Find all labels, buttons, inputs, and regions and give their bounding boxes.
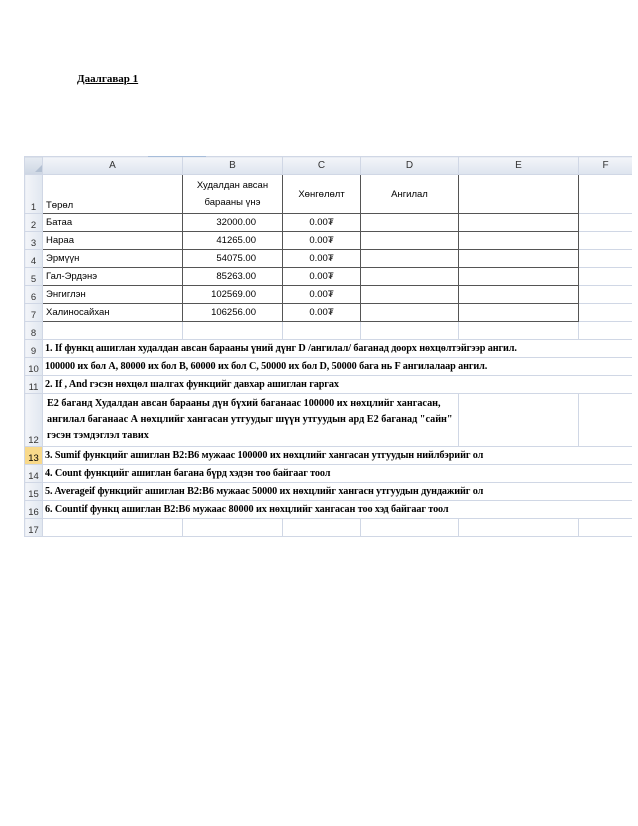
cell[interactable]: [579, 268, 633, 286]
cell-price[interactable]: 41265.00: [183, 232, 283, 250]
cell[interactable]: [283, 322, 361, 340]
cell-e[interactable]: [459, 286, 579, 304]
cell-discount[interactable]: 0.00₮: [283, 232, 361, 250]
row-header[interactable]: 5: [25, 268, 43, 286]
cell-category[interactable]: [361, 286, 459, 304]
cell[interactable]: [361, 322, 459, 340]
cell[interactable]: [579, 214, 633, 232]
select-all-corner[interactable]: [25, 157, 43, 175]
cell-price[interactable]: 106256.00: [183, 304, 283, 322]
cell[interactable]: [459, 394, 579, 447]
cell[interactable]: [361, 519, 459, 537]
cell-price[interactable]: 85263.00: [183, 268, 283, 286]
task-cell[interactable]: 100000 их бол A, 80000 их бол B, 60000 их бол C, 50000 их бол D, 50000 бага нь F ангилалаар ангил.: [43, 358, 633, 376]
cell[interactable]: [579, 232, 633, 250]
selected-column-indicator: [148, 156, 206, 157]
cell[interactable]: [579, 175, 633, 214]
cell-discount[interactable]: 0.00₮: [283, 286, 361, 304]
task-cell-wrapped[interactable]: E2 баганд Худалдан авсан барааны дүн бүхий баганаас 100000 их нөхцлийг хангасан, ангилал баганаас А нөхцлийг хангасан утгуудыг шүүн утгуудын ард E2 баганад "сайн" гэсэн тэмдэглэл тавих: [43, 394, 459, 447]
cell-category[interactable]: [361, 250, 459, 268]
cell[interactable]: [43, 322, 183, 340]
cell[interactable]: [579, 304, 633, 322]
cell[interactable]: [579, 394, 633, 447]
row-header[interactable]: 16: [25, 501, 43, 519]
task-cell[interactable]: 1. If функц ашиглан худалдан авсан барааны үний дүнг D /ангилал/ баганад доорх нөхцөлтэйгээр ангил.: [43, 340, 633, 358]
row-header[interactable]: 12: [25, 394, 43, 447]
row-header[interactable]: 3: [25, 232, 43, 250]
cell-name[interactable]: Эрмүүн: [43, 250, 183, 268]
cell-discount[interactable]: 0.00₮: [283, 268, 361, 286]
row-header[interactable]: 6: [25, 286, 43, 304]
task-cell[interactable]: 2. If , And гэсэн нөхцөл шалгах функцийг давхар ашиглан гаргах: [43, 376, 633, 394]
cell-category[interactable]: [361, 268, 459, 286]
cell-e[interactable]: [459, 214, 579, 232]
task-cell[interactable]: 5. Averageif функцийг ашиглан B2:B6 мужаас 50000 их нөхцлийг хангасн утгуудын дундажийг ол: [43, 483, 633, 501]
cell-category[interactable]: [361, 214, 459, 232]
document-heading: Даалгавар 1: [77, 73, 139, 85]
header-cell-price[interactable]: [183, 175, 283, 214]
row-header[interactable]: 10: [25, 358, 43, 376]
cell-name[interactable]: Энгиглэн: [43, 286, 183, 304]
cell[interactable]: [579, 519, 633, 537]
column-header-f[interactable]: F: [579, 157, 633, 175]
cell[interactable]: [579, 250, 633, 268]
row-header[interactable]: 15: [25, 483, 43, 501]
row-header[interactable]: 2: [25, 214, 43, 232]
header-cell-e[interactable]: [459, 175, 579, 214]
row-header[interactable]: 8: [25, 322, 43, 340]
row-header[interactable]: 1: [25, 175, 43, 214]
header-cell-type[interactable]: Төрөл: [43, 175, 183, 214]
task-cell[interactable]: 4. Count функцийг ашиглан багана бүрд хэдэн тоо байгааг тоол: [43, 465, 633, 483]
spreadsheet-grid: [24, 156, 632, 537]
cell-price[interactable]: 102569.00: [183, 286, 283, 304]
header-cell-category[interactable]: Ангилал: [361, 175, 459, 214]
spreadsheet-screenshot: [24, 156, 632, 540]
column-header-b[interactable]: B: [183, 157, 283, 175]
cell-name[interactable]: Нараа: [43, 232, 183, 250]
cell-category[interactable]: [361, 304, 459, 322]
cell-name[interactable]: Халиносайхан: [43, 304, 183, 322]
header-price-line1: Худалдан авсан: [196, 180, 269, 191]
cell-e[interactable]: [459, 304, 579, 322]
cell[interactable]: [43, 519, 183, 537]
row-header-active[interactable]: 13: [25, 447, 43, 465]
header-cell-discount[interactable]: Хөнгөлөлт: [283, 175, 361, 214]
column-header-d[interactable]: D: [361, 157, 459, 175]
task-cell[interactable]: 3. Sumif функцийг ашиглан B2:B6 мужаас 100000 их нөхцлийг хангасан утгуудын нийлбэрийг ол: [43, 447, 633, 465]
cell-discount[interactable]: 0.00₮: [283, 214, 361, 232]
cell-name[interactable]: Батаа: [43, 214, 183, 232]
cell-name[interactable]: Гал-Эрдэнэ: [43, 268, 183, 286]
header-price-line2: барааны үнэ: [204, 197, 261, 208]
row-header[interactable]: 9: [25, 340, 43, 358]
cell-e[interactable]: [459, 250, 579, 268]
cell-discount[interactable]: 0.00₮: [283, 250, 361, 268]
corner-triangle-icon: [35, 163, 43, 172]
row-header[interactable]: 17: [25, 519, 43, 537]
task-cell[interactable]: 6. Countif функц ашиглан B2:B6 мужаас 80000 их нөхцлийг хангасан тоо хэд байгааг тоол: [43, 501, 633, 519]
cell-category[interactable]: [361, 232, 459, 250]
row-header[interactable]: 14: [25, 465, 43, 483]
cell[interactable]: [183, 519, 283, 537]
cell-e[interactable]: [459, 232, 579, 250]
row-header[interactable]: 11: [25, 376, 43, 394]
cell[interactable]: [579, 322, 633, 340]
cell[interactable]: [283, 519, 361, 537]
cell-discount[interactable]: 0.00₮: [283, 304, 361, 322]
cell-price[interactable]: 32000.00: [183, 214, 283, 232]
column-header-c[interactable]: C: [283, 157, 361, 175]
column-header-a[interactable]: A: [43, 157, 183, 175]
row-header[interactable]: 4: [25, 250, 43, 268]
cell-price[interactable]: 54075.00: [183, 250, 283, 268]
row-header[interactable]: 7: [25, 304, 43, 322]
cell[interactable]: [459, 322, 579, 340]
cell[interactable]: [183, 322, 283, 340]
cell[interactable]: [459, 519, 579, 537]
column-header-e[interactable]: E: [459, 157, 579, 175]
cell-e[interactable]: [459, 268, 579, 286]
cell[interactable]: [579, 286, 633, 304]
